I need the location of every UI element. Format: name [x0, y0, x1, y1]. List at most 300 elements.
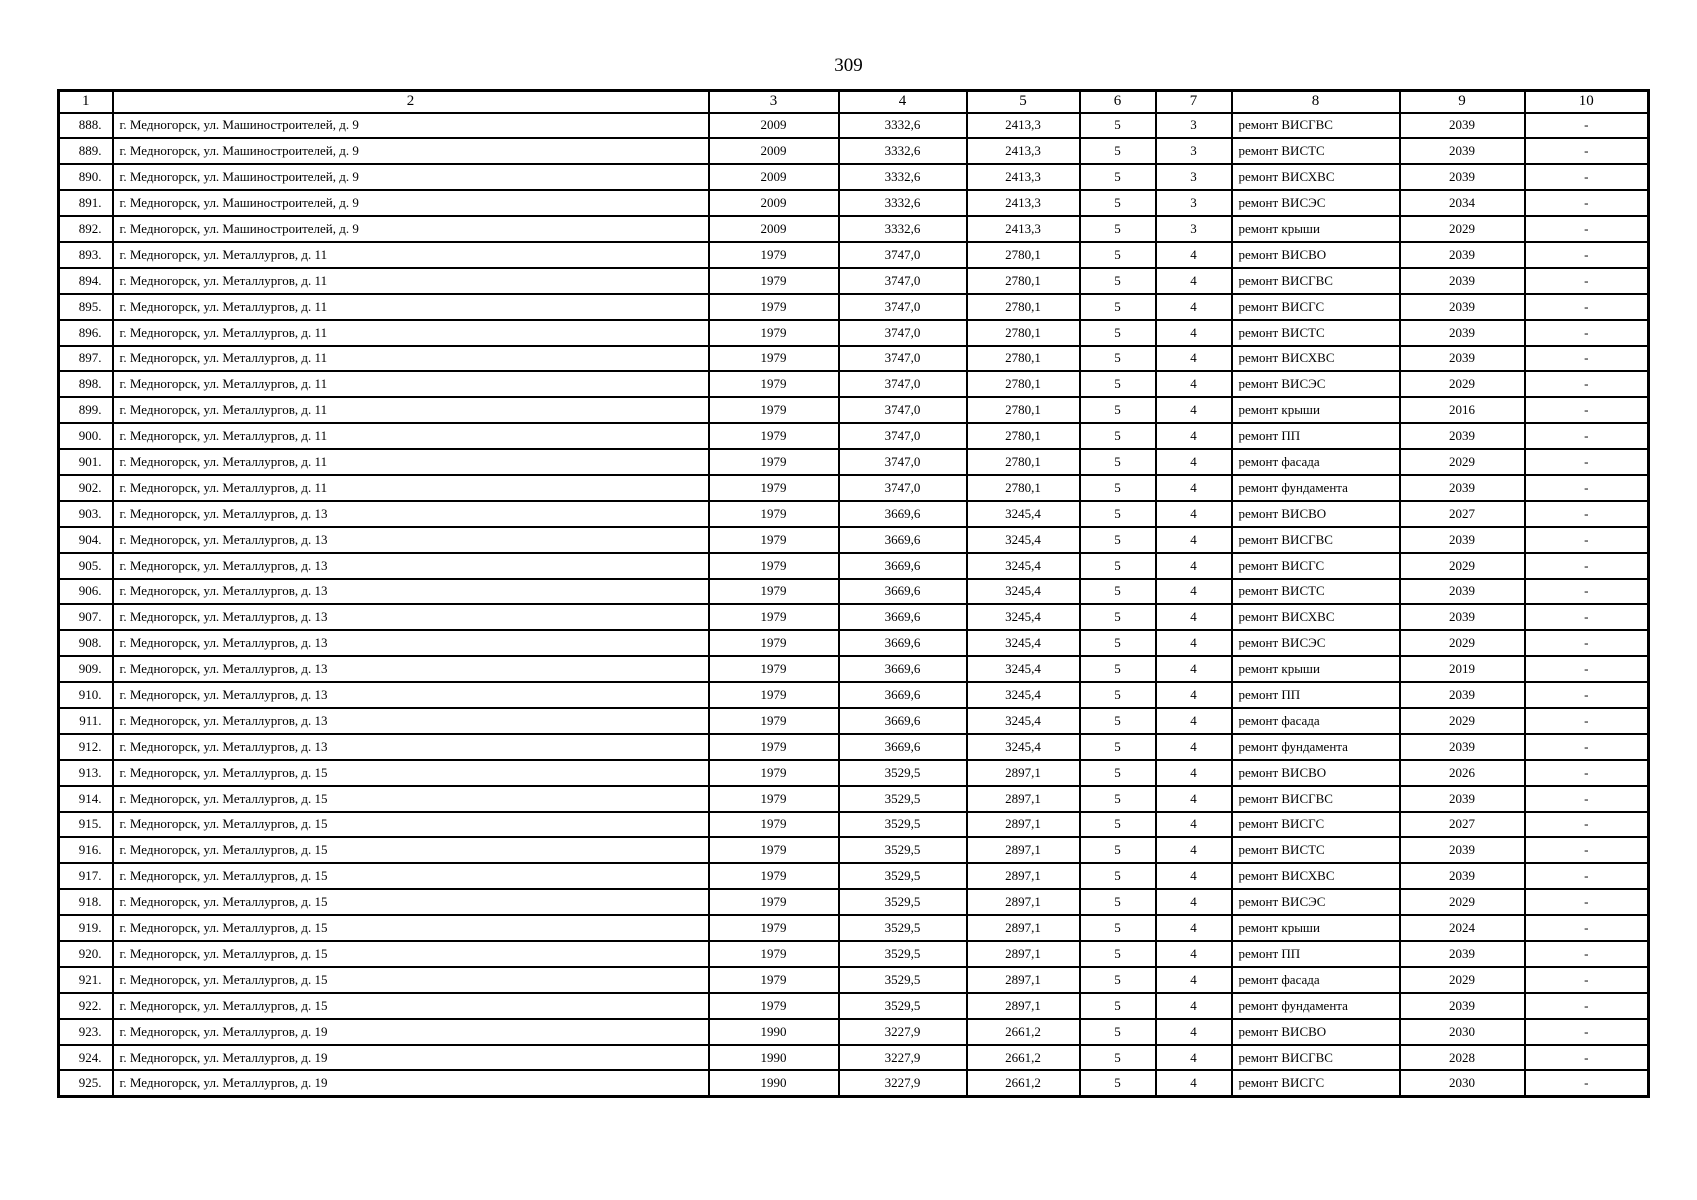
address-cell: г. Медногорск, ул. Металлургов, д. 13 — [113, 682, 709, 708]
table-row — [59, 630, 1649, 656]
note-cell: - — [1525, 475, 1649, 501]
note-cell: - — [1525, 863, 1649, 889]
build-year-cell: 1979 — [709, 682, 839, 708]
living-area-cell: 2780,1 — [967, 371, 1080, 397]
repair-year-cell: 2039 — [1400, 527, 1525, 553]
living-area-cell: 2413,3 — [967, 216, 1080, 242]
table-row — [59, 579, 1649, 605]
build-year-cell: 1979 — [709, 449, 839, 475]
total-area-cell: 3227,9 — [839, 1045, 967, 1071]
entrances-cell: 4 — [1156, 915, 1232, 941]
table-row — [59, 915, 1649, 941]
total-area-cell: 3529,5 — [839, 993, 967, 1019]
total-area-cell: 3747,0 — [839, 449, 967, 475]
living-area-cell: 3245,4 — [967, 682, 1080, 708]
note-cell: - — [1525, 1045, 1649, 1071]
floors-cell: 5 — [1080, 941, 1156, 967]
row-number-cell: 890. — [59, 164, 113, 190]
build-year-cell: 1979 — [709, 501, 839, 527]
header-cell-1: 1 — [59, 91, 113, 113]
repair-year-cell: 2030 — [1400, 1070, 1525, 1096]
entrances-cell: 4 — [1156, 1045, 1232, 1071]
build-year-cell: 2009 — [709, 164, 839, 190]
total-area-cell: 3747,0 — [839, 397, 967, 423]
work-type-cell: ремонт ВИСГВС — [1232, 527, 1400, 553]
total-area-cell: 3747,0 — [839, 371, 967, 397]
work-type-cell: ремонт ВИСТС — [1232, 579, 1400, 605]
table-body — [59, 113, 1649, 1097]
build-year-cell: 1979 — [709, 579, 839, 605]
entrances-cell: 4 — [1156, 397, 1232, 423]
address-cell: г. Медногорск, ул. Металлургов, д. 15 — [113, 760, 709, 786]
repair-year-cell: 2027 — [1400, 501, 1525, 527]
total-area-cell: 3529,5 — [839, 967, 967, 993]
note-cell: - — [1525, 397, 1649, 423]
table-row — [59, 320, 1649, 346]
note-cell: - — [1525, 294, 1649, 320]
table-row — [59, 346, 1649, 372]
total-area-cell: 3669,6 — [839, 708, 967, 734]
total-area-cell: 3747,0 — [839, 268, 967, 294]
build-year-cell: 1979 — [709, 708, 839, 734]
table-row — [59, 475, 1649, 501]
living-area-cell: 3245,4 — [967, 734, 1080, 760]
row-number-cell: 893. — [59, 242, 113, 268]
header-cell-7: 7 — [1156, 91, 1232, 113]
note-cell: - — [1525, 320, 1649, 346]
work-type-cell: ремонт ПП — [1232, 423, 1400, 449]
work-type-cell: ремонт ВИСЭС — [1232, 190, 1400, 216]
row-number-cell: 900. — [59, 423, 113, 449]
table-row — [59, 138, 1649, 164]
total-area-cell: 3747,0 — [839, 346, 967, 372]
address-cell: г. Медногорск, ул. Металлургов, д. 11 — [113, 268, 709, 294]
entrances-cell: 4 — [1156, 837, 1232, 863]
address-cell: г. Медногорск, ул. Металлургов, д. 13 — [113, 604, 709, 630]
table-row — [59, 812, 1649, 838]
build-year-cell: 1979 — [709, 993, 839, 1019]
address-cell: г. Медногорск, ул. Металлургов, д. 13 — [113, 656, 709, 682]
row-number-cell: 906. — [59, 579, 113, 605]
total-area-cell: 3332,6 — [839, 138, 967, 164]
entrances-cell: 4 — [1156, 346, 1232, 372]
note-cell: - — [1525, 1019, 1649, 1045]
floors-cell: 5 — [1080, 1019, 1156, 1045]
entrances-cell: 4 — [1156, 527, 1232, 553]
build-year-cell: 2009 — [709, 216, 839, 242]
repair-year-cell: 2029 — [1400, 449, 1525, 475]
table-row — [59, 527, 1649, 553]
repair-year-cell: 2039 — [1400, 837, 1525, 863]
living-area-cell: 2897,1 — [967, 941, 1080, 967]
entrances-cell: 4 — [1156, 889, 1232, 915]
table-row — [59, 682, 1649, 708]
address-cell: г. Медногорск, ул. Металлургов, д. 11 — [113, 320, 709, 346]
row-number-cell: 923. — [59, 1019, 113, 1045]
address-cell: г. Медногорск, ул. Металлургов, д. 19 — [113, 1070, 709, 1096]
entrances-cell: 4 — [1156, 501, 1232, 527]
build-year-cell: 1979 — [709, 423, 839, 449]
address-cell: г. Медногорск, ул. Металлургов, д. 13 — [113, 527, 709, 553]
work-type-cell: ремонт ПП — [1232, 941, 1400, 967]
row-number-cell: 913. — [59, 760, 113, 786]
floors-cell: 5 — [1080, 294, 1156, 320]
repair-year-cell: 2039 — [1400, 682, 1525, 708]
build-year-cell: 1979 — [709, 760, 839, 786]
row-number-cell: 909. — [59, 656, 113, 682]
build-year-cell: 1979 — [709, 475, 839, 501]
entrances-cell: 4 — [1156, 449, 1232, 475]
living-area-cell: 3245,4 — [967, 501, 1080, 527]
build-year-cell: 1979 — [709, 812, 839, 838]
note-cell: - — [1525, 190, 1649, 216]
floors-cell: 5 — [1080, 268, 1156, 294]
table-row — [59, 1070, 1649, 1096]
floors-cell: 5 — [1080, 371, 1156, 397]
entrances-cell: 4 — [1156, 786, 1232, 812]
living-area-cell: 2780,1 — [967, 294, 1080, 320]
row-number-cell: 919. — [59, 915, 113, 941]
work-type-cell: ремонт ВИСЭС — [1232, 371, 1400, 397]
repair-year-cell: 2029 — [1400, 630, 1525, 656]
row-number-cell: 925. — [59, 1070, 113, 1096]
note-cell: - — [1525, 708, 1649, 734]
living-area-cell: 2897,1 — [967, 812, 1080, 838]
floors-cell: 5 — [1080, 164, 1156, 190]
table-row — [59, 786, 1649, 812]
address-cell: г. Медногорск, ул. Металлургов, д. 15 — [113, 941, 709, 967]
address-cell: г. Медногорск, ул. Металлургов, д. 11 — [113, 346, 709, 372]
address-cell: г. Медногорск, ул. Металлургов, д. 13 — [113, 501, 709, 527]
repair-year-cell: 2029 — [1400, 708, 1525, 734]
header-row — [59, 91, 1649, 113]
repair-year-cell: 2039 — [1400, 294, 1525, 320]
floors-cell: 5 — [1080, 346, 1156, 372]
total-area-cell: 3529,5 — [839, 786, 967, 812]
living-area-cell: 2413,3 — [967, 113, 1080, 139]
entrances-cell: 4 — [1156, 294, 1232, 320]
note-cell: - — [1525, 837, 1649, 863]
work-type-cell: ремонт ВИСВО — [1232, 501, 1400, 527]
row-number-cell: 889. — [59, 138, 113, 164]
work-type-cell: ремонт крыши — [1232, 915, 1400, 941]
repair-year-cell: 2039 — [1400, 863, 1525, 889]
row-number-cell: 922. — [59, 993, 113, 1019]
repair-year-cell: 2029 — [1400, 553, 1525, 579]
work-type-cell: ремонт ВИСХВС — [1232, 164, 1400, 190]
work-type-cell: ремонт крыши — [1232, 397, 1400, 423]
repair-year-cell: 2029 — [1400, 216, 1525, 242]
row-number-cell: 892. — [59, 216, 113, 242]
floors-cell: 5 — [1080, 553, 1156, 579]
total-area-cell: 3529,5 — [839, 941, 967, 967]
header-cell-6: 6 — [1080, 91, 1156, 113]
note-cell: - — [1525, 656, 1649, 682]
address-cell: г. Медногорск, ул. Машиностроителей, д. 9 — [113, 190, 709, 216]
floors-cell: 5 — [1080, 397, 1156, 423]
address-cell: г. Медногорск, ул. Металлургов, д. 15 — [113, 889, 709, 915]
floors-cell: 5 — [1080, 501, 1156, 527]
address-cell: г. Медногорск, ул. Металлургов, д. 15 — [113, 786, 709, 812]
repair-year-cell: 2039 — [1400, 604, 1525, 630]
note-cell: - — [1525, 579, 1649, 605]
note-cell: - — [1525, 346, 1649, 372]
row-number-cell: 918. — [59, 889, 113, 915]
repair-year-cell: 2027 — [1400, 812, 1525, 838]
total-area-cell: 3747,0 — [839, 320, 967, 346]
floors-cell: 5 — [1080, 915, 1156, 941]
repair-year-cell: 2039 — [1400, 579, 1525, 605]
address-cell: г. Медногорск, ул. Металлургов, д. 13 — [113, 553, 709, 579]
work-type-cell: ремонт фундамента — [1232, 475, 1400, 501]
total-area-cell: 3332,6 — [839, 164, 967, 190]
address-cell: г. Медногорск, ул. Металлургов, д. 13 — [113, 708, 709, 734]
address-cell: г. Медногорск, ул. Машиностроителей, д. 9 — [113, 216, 709, 242]
floors-cell: 5 — [1080, 242, 1156, 268]
entrances-cell: 3 — [1156, 138, 1232, 164]
entrances-cell: 4 — [1156, 475, 1232, 501]
living-area-cell: 2413,3 — [967, 164, 1080, 190]
entrances-cell: 4 — [1156, 579, 1232, 605]
entrances-cell: 4 — [1156, 268, 1232, 294]
living-area-cell: 2897,1 — [967, 760, 1080, 786]
table-row — [59, 708, 1649, 734]
table-row — [59, 941, 1649, 967]
floors-cell: 5 — [1080, 320, 1156, 346]
total-area-cell: 3747,0 — [839, 475, 967, 501]
work-type-cell: ремонт фундамента — [1232, 734, 1400, 760]
repair-year-cell: 2016 — [1400, 397, 1525, 423]
note-cell: - — [1525, 734, 1649, 760]
repair-year-cell: 2039 — [1400, 941, 1525, 967]
entrances-cell: 4 — [1156, 967, 1232, 993]
note-cell: - — [1525, 889, 1649, 915]
table-row — [59, 397, 1649, 423]
row-number-cell: 916. — [59, 837, 113, 863]
note-cell: - — [1525, 216, 1649, 242]
living-area-cell: 2897,1 — [967, 967, 1080, 993]
note-cell: - — [1525, 164, 1649, 190]
entrances-cell: 4 — [1156, 242, 1232, 268]
row-number-cell: 902. — [59, 475, 113, 501]
floors-cell: 5 — [1080, 475, 1156, 501]
address-cell: г. Медногорск, ул. Металлургов, д. 15 — [113, 863, 709, 889]
table-row — [59, 604, 1649, 630]
floors-cell: 5 — [1080, 967, 1156, 993]
entrances-cell: 4 — [1156, 553, 1232, 579]
floors-cell: 5 — [1080, 812, 1156, 838]
address-cell: г. Медногорск, ул. Металлургов, д. 11 — [113, 449, 709, 475]
total-area-cell: 3669,6 — [839, 604, 967, 630]
entrances-cell: 4 — [1156, 656, 1232, 682]
row-number-cell: 899. — [59, 397, 113, 423]
repair-year-cell: 2039 — [1400, 993, 1525, 1019]
living-area-cell: 2897,1 — [967, 837, 1080, 863]
row-number-cell: 914. — [59, 786, 113, 812]
floors-cell: 5 — [1080, 656, 1156, 682]
build-year-cell: 2009 — [709, 138, 839, 164]
note-cell: - — [1525, 268, 1649, 294]
address-cell: г. Медногорск, ул. Металлургов, д. 11 — [113, 423, 709, 449]
living-area-cell: 2780,1 — [967, 320, 1080, 346]
repair-schedule-table — [57, 89, 1650, 1098]
work-type-cell: ремонт ВИСХВС — [1232, 863, 1400, 889]
entrances-cell: 3 — [1156, 216, 1232, 242]
note-cell: - — [1525, 371, 1649, 397]
living-area-cell: 2661,2 — [967, 1045, 1080, 1071]
living-area-cell: 2897,1 — [967, 915, 1080, 941]
build-year-cell: 1979 — [709, 967, 839, 993]
floors-cell: 5 — [1080, 682, 1156, 708]
table-row — [59, 242, 1649, 268]
repair-year-cell: 2039 — [1400, 786, 1525, 812]
living-area-cell: 3245,4 — [967, 630, 1080, 656]
table-row — [59, 889, 1649, 915]
address-cell: г. Медногорск, ул. Металлургов, д. 15 — [113, 967, 709, 993]
total-area-cell: 3747,0 — [839, 294, 967, 320]
total-area-cell: 3529,5 — [839, 915, 967, 941]
header-cell-2: 2 — [113, 91, 709, 113]
floors-cell: 5 — [1080, 760, 1156, 786]
row-number-cell: 911. — [59, 708, 113, 734]
address-cell: г. Медногорск, ул. Машиностроителей, д. 9 — [113, 164, 709, 190]
row-number-cell: 888. — [59, 113, 113, 139]
living-area-cell: 2661,2 — [967, 1070, 1080, 1096]
floors-cell: 5 — [1080, 113, 1156, 139]
address-cell: г. Медногорск, ул. Металлургов, д. 11 — [113, 294, 709, 320]
row-number-cell: 924. — [59, 1045, 113, 1071]
total-area-cell: 3669,6 — [839, 553, 967, 579]
row-number-cell: 910. — [59, 682, 113, 708]
floors-cell: 5 — [1080, 216, 1156, 242]
header-cell-8: 8 — [1232, 91, 1400, 113]
table-row — [59, 656, 1649, 682]
note-cell: - — [1525, 1070, 1649, 1096]
note-cell: - — [1525, 449, 1649, 475]
repair-year-cell: 2028 — [1400, 1045, 1525, 1071]
floors-cell: 5 — [1080, 837, 1156, 863]
build-year-cell: 1979 — [709, 294, 839, 320]
address-cell: г. Медногорск, ул. Металлургов, д. 13 — [113, 734, 709, 760]
work-type-cell: ремонт ПП — [1232, 682, 1400, 708]
repair-year-cell: 2039 — [1400, 423, 1525, 449]
entrances-cell: 4 — [1156, 863, 1232, 889]
note-cell: - — [1525, 812, 1649, 838]
row-number-cell: 912. — [59, 734, 113, 760]
header-cell-5: 5 — [967, 91, 1080, 113]
work-type-cell: ремонт ВИСЭС — [1232, 630, 1400, 656]
work-type-cell: ремонт ВИСГС — [1232, 294, 1400, 320]
work-type-cell: ремонт ВИСВО — [1232, 760, 1400, 786]
address-cell: г. Медногорск, ул. Металлургов, д. 11 — [113, 397, 709, 423]
living-area-cell: 3245,4 — [967, 527, 1080, 553]
table-row — [59, 1019, 1649, 1045]
work-type-cell: ремонт ВИСГВС — [1232, 268, 1400, 294]
repair-year-cell: 2039 — [1400, 346, 1525, 372]
row-number-cell: 894. — [59, 268, 113, 294]
table-row — [59, 113, 1649, 139]
build-year-cell: 1979 — [709, 320, 839, 346]
build-year-cell: 1990 — [709, 1045, 839, 1071]
note-cell: - — [1525, 501, 1649, 527]
table-row — [59, 294, 1649, 320]
note-cell: - — [1525, 993, 1649, 1019]
living-area-cell: 2780,1 — [967, 346, 1080, 372]
address-cell: г. Медногорск, ул. Металлургов, д. 11 — [113, 475, 709, 501]
repair-year-cell: 2039 — [1400, 734, 1525, 760]
table-row — [59, 760, 1649, 786]
floors-cell: 5 — [1080, 630, 1156, 656]
address-cell: г. Медногорск, ул. Металлургов, д. 11 — [113, 242, 709, 268]
table-row — [59, 993, 1649, 1019]
repair-year-cell: 2039 — [1400, 475, 1525, 501]
row-number-cell: 904. — [59, 527, 113, 553]
entrances-cell: 4 — [1156, 734, 1232, 760]
row-number-cell: 891. — [59, 190, 113, 216]
work-type-cell: ремонт ВИСГС — [1232, 812, 1400, 838]
address-cell: г. Медногорск, ул. Металлургов, д. 13 — [113, 630, 709, 656]
table-row — [59, 449, 1649, 475]
table-row — [59, 967, 1649, 993]
build-year-cell: 1979 — [709, 863, 839, 889]
living-area-cell: 3245,4 — [967, 604, 1080, 630]
work-type-cell: ремонт фасада — [1232, 449, 1400, 475]
total-area-cell: 3529,5 — [839, 760, 967, 786]
table-row — [59, 423, 1649, 449]
work-type-cell: ремонт ВИСТС — [1232, 138, 1400, 164]
repair-year-cell: 2034 — [1400, 190, 1525, 216]
row-number-cell: 905. — [59, 553, 113, 579]
address-cell: г. Медногорск, ул. Металлургов, д. 19 — [113, 1019, 709, 1045]
build-year-cell: 1979 — [709, 346, 839, 372]
note-cell: - — [1525, 786, 1649, 812]
table-row — [59, 268, 1649, 294]
header-cell-4: 4 — [839, 91, 967, 113]
build-year-cell: 1979 — [709, 889, 839, 915]
entrances-cell: 4 — [1156, 371, 1232, 397]
build-year-cell: 1979 — [709, 734, 839, 760]
floors-cell: 5 — [1080, 734, 1156, 760]
total-area-cell: 3227,9 — [839, 1070, 967, 1096]
work-type-cell: ремонт ВИСТС — [1232, 837, 1400, 863]
build-year-cell: 1979 — [709, 371, 839, 397]
total-area-cell: 3529,5 — [839, 889, 967, 915]
total-area-cell: 3332,6 — [839, 190, 967, 216]
living-area-cell: 3245,4 — [967, 656, 1080, 682]
entrances-cell: 4 — [1156, 320, 1232, 346]
header-cell-3: 3 — [709, 91, 839, 113]
work-type-cell: ремонт крыши — [1232, 656, 1400, 682]
page-number: 309 — [834, 55, 863, 76]
note-cell: - — [1525, 760, 1649, 786]
total-area-cell: 3747,0 — [839, 423, 967, 449]
living-area-cell: 2780,1 — [967, 397, 1080, 423]
repair-year-cell: 2039 — [1400, 113, 1525, 139]
note-cell: - — [1525, 967, 1649, 993]
note-cell: - — [1525, 527, 1649, 553]
address-cell: г. Медногорск, ул. Металлургов, д. 15 — [113, 837, 709, 863]
address-cell: г. Медногорск, ул. Металлургов, д. 15 — [113, 812, 709, 838]
living-area-cell: 2413,3 — [967, 138, 1080, 164]
entrances-cell: 4 — [1156, 630, 1232, 656]
living-area-cell: 2661,2 — [967, 1019, 1080, 1045]
note-cell: - — [1525, 138, 1649, 164]
total-area-cell: 3669,6 — [839, 682, 967, 708]
address-cell: г. Медногорск, ул. Машиностроителей, д. 9 — [113, 113, 709, 139]
table-row — [59, 216, 1649, 242]
floors-cell: 5 — [1080, 708, 1156, 734]
row-number-cell: 907. — [59, 604, 113, 630]
